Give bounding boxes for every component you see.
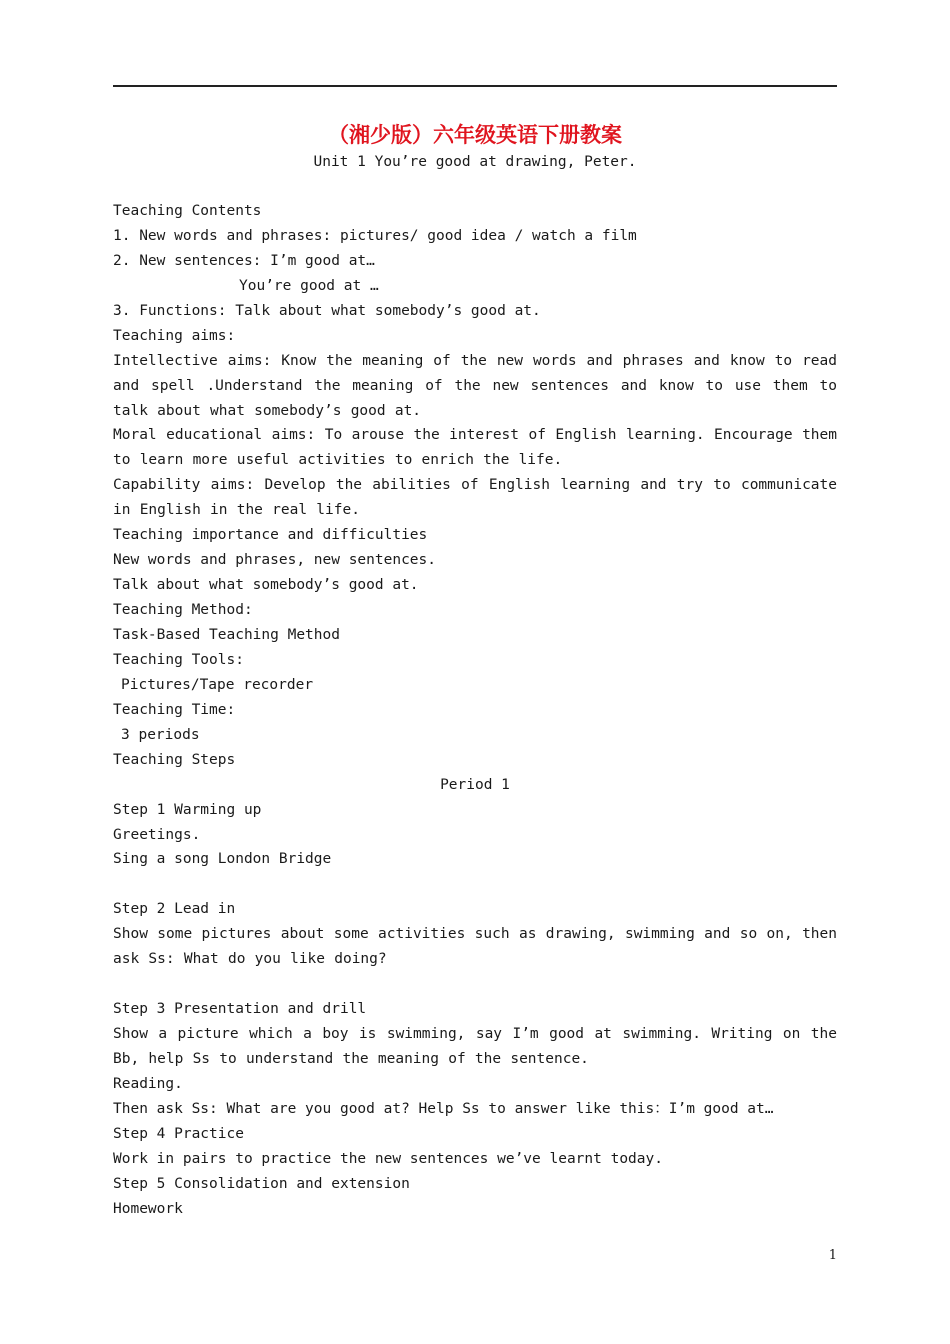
section-heading: Teaching Steps [113, 751, 236, 768]
paragraph: Moral educational aims: To arouse the interest of English learning. Encourage them to learn more useful activities to enrich the life. [113, 427, 837, 469]
paragraph: Show a picture which a boy is swimming, say I’m good at swimming. Writing on the Bb, help Ss to understand the meaning of the sentence. [113, 1026, 837, 1068]
content-item: Reading. [113, 1075, 183, 1092]
step-heading: Step 2 Lead in [113, 901, 236, 918]
spacer [113, 872, 837, 897]
content-item: Then ask Ss: What are you good at? Help Ss to answer like this：I’m good at… [113, 1100, 774, 1117]
step-heading: Step 3 Presentation and drill [113, 1001, 367, 1018]
content-item: Talk about what somebody’s good at. [113, 577, 419, 594]
step-heading: Step 5 Consolidation and extension [113, 1175, 410, 1192]
paragraph: Show some pictures about some activities such as drawing, swimming and so on, then ask Ss: What do you like doing? [113, 926, 837, 968]
content-item: Homework [113, 1200, 183, 1217]
content-item: Pictures/Tape recorder [121, 676, 314, 693]
paragraph: Capability aims: Develop the abilities of English learning and try to communicate in English in the real life. [113, 477, 837, 519]
document-subtitle: Unit 1 You’re good at drawing, Peter. [313, 154, 637, 170]
content-item: 3 periods [121, 726, 200, 743]
section-heading: Teaching aims: [113, 327, 236, 344]
section-heading: Teaching Tools: [113, 651, 244, 668]
spacer [113, 972, 837, 997]
section-heading: Teaching Method: [113, 602, 253, 619]
section-heading: Teaching Contents [113, 203, 262, 219]
content-item: 2. New sentences: I’m good at… [113, 252, 375, 269]
content-item: Greetings. [113, 826, 201, 843]
step-heading: Step 1 Warming up [113, 801, 262, 818]
header-rule [113, 85, 837, 87]
content-item: 3. Functions: Talk about what somebody’s good at. [113, 302, 541, 319]
paragraph: Intellective aims: Know the meaning of the new words and phrases and know to read and spell .Understand the meaning of the new sentences and know to use them to talk about what somebody’s good at. [113, 352, 837, 419]
content-item: Sing a song London Bridge [113, 851, 332, 868]
period-heading: Period 1 [440, 776, 510, 793]
content-item: 1. New words and phrases: pictures/ good idea / watch a film [113, 227, 637, 244]
document-title: （湘少版）六年级英语下册教案 [328, 122, 622, 147]
document-body [113, 199, 837, 1222]
page-number: 1 [828, 1248, 837, 1263]
section-heading: Teaching Time: [113, 701, 236, 718]
content-item: New words and phrases, new sentences. [113, 552, 437, 569]
content-item: Work in pairs to practice the new sentences we’ve learnt today. [113, 1150, 663, 1167]
section-heading: Teaching importance and difficulties [113, 527, 428, 544]
content-item: You’re good at … [239, 277, 379, 294]
content-item: Task-Based Teaching Method [113, 627, 340, 644]
step-heading: Step 4 Practice [113, 1125, 244, 1142]
